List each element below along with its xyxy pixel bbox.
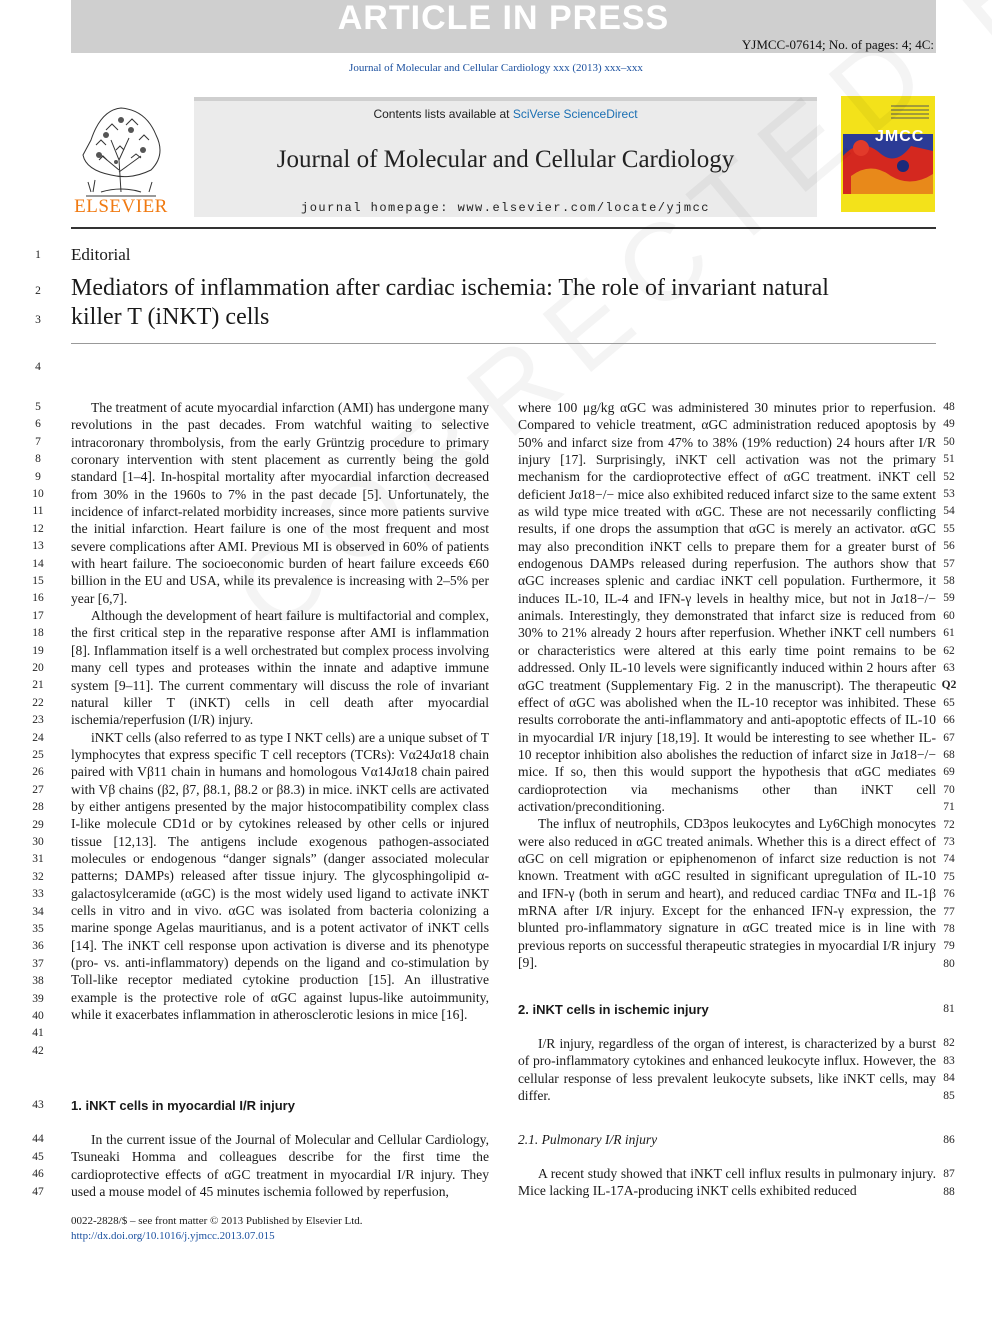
journal-citation[interactable]: Journal of Molecular and Cellular Cardiology xxx (2013) xxx–xxx — [349, 62, 643, 74]
line-number: 80 — [943, 957, 955, 970]
line-number: 58 — [943, 575, 955, 587]
line-number: 46 — [32, 1168, 44, 1180]
line-number: 22 — [32, 696, 44, 709]
line-number: 74 — [943, 853, 955, 866]
line-number: 56 — [943, 540, 955, 553]
line-number: 45 — [32, 1151, 44, 1163]
line-number: 85 — [943, 1090, 955, 1102]
paragraph: The influx of neutrophils, CD3pos leukocytes and Ly6Chigh monocytes were also reduced in αGC treated animals. Whether this is a direct effect of αGC on cell migration or epiphenomenon of infarct size reduction is not known. Treatment with αGC resulted in significant upregulation of IL-10 and IFN-γ (both in serum and heart), and reduced cardiac TNFα and IL-1β mRNA after I/R injury. Except for the enhanced IFN-γ expression, the blunted pro-inflammatory signature in αGC treated mice is in line with previous reports on successful therapeutic strategies in myocardial I/R injury [9]. — [518, 816, 936, 970]
line-number: 60 — [943, 609, 955, 622]
left-column-bottom — [71, 1131, 489, 1200]
line-number: 79 — [943, 940, 955, 953]
title-rule — [71, 343, 936, 344]
line-number: 73 — [943, 836, 955, 848]
line-number: 41 — [32, 1027, 44, 1040]
line-number: 61 — [943, 627, 955, 640]
line-number: 51 — [943, 453, 955, 466]
line-number: 19 — [32, 644, 44, 657]
line-number: 25 — [32, 749, 44, 761]
line-number: 63 — [943, 662, 955, 674]
line-number: 65 — [943, 696, 955, 709]
right-column-bottom — [518, 1165, 936, 1200]
line-number: 30 — [32, 836, 44, 848]
contents-prefix: Contents lists available at — [373, 107, 513, 121]
line-number: 77 — [943, 905, 955, 918]
line-number: 83 — [943, 1055, 955, 1067]
line-number: 15 — [32, 575, 44, 587]
publisher-name: ELSEVIER — [74, 196, 168, 217]
line-number: 14 — [32, 557, 44, 570]
line-number: 27 — [32, 783, 44, 796]
section-heading-2: 2. iNKT cells in ischemic injury — [518, 1002, 709, 1017]
line-number: 82 — [943, 1037, 955, 1049]
line-number: 21 — [32, 679, 44, 692]
sciencedirect-link[interactable]: SciVerse ScienceDirect — [512, 107, 638, 121]
line-number: 24 — [32, 731, 44, 744]
line-number: 72 — [943, 818, 955, 831]
journal-title[interactable]: Journal of Molecular and Cellular Cardiology — [276, 146, 735, 173]
line-number: 48 — [943, 401, 955, 413]
subsection-heading: 2.1. Pulmonary I/R injury — [518, 1132, 658, 1147]
line-number: 4 — [35, 361, 41, 373]
line-number: 40 — [32, 1010, 44, 1022]
journal-homepage[interactable]: journal homepage: www.elsevier.com/locate/yjmcc — [301, 201, 710, 215]
line-number: 62 — [943, 644, 955, 657]
line-number: Q2 — [941, 679, 957, 692]
line-number: 71 — [943, 801, 955, 814]
line-number: 38 — [32, 975, 44, 988]
line-number: 44 — [32, 1133, 44, 1145]
line-number: 43 — [32, 1099, 44, 1111]
line-number: 50 — [943, 435, 955, 448]
line-number: 66 — [943, 714, 955, 727]
footer — [71, 1214, 363, 1244]
line-number: 84 — [943, 1072, 955, 1084]
line-number: 81 — [943, 1003, 955, 1015]
line-number: 49 — [943, 418, 955, 431]
line-number: 35 — [32, 923, 44, 935]
copyright: 0022-2828/$ – see front matter © 2013 Published by Elsevier Ltd. — [71, 1215, 363, 1227]
line-number: 9 — [35, 470, 41, 483]
line-number: 39 — [32, 992, 44, 1005]
paragraph: Although the development of heart failure is multifactorial and complex, the first critical step in the reparative response after AMI is inflammation [8]. Inflammation itself is a well orchestrated but complex process involving many cell types and proteases within the innate and adaptive immune system [9–11]. The current commentary will discuss the role of invariant natural killer T (iNKT) cells in cell death after myocardial ischemia/reperfusion (I/R) injury. — [71, 608, 489, 728]
line-number: 59 — [943, 592, 955, 605]
line-number: 76 — [943, 888, 955, 901]
paragraph: iNKT cells (also referred to as type I NKT cells) are a unique subset of T lymphocytes that express specific T cell receptors (TCRs): Vα24Jα18 chain paired with Vβ11 chain in humans and homologous Vα14Jα18 chain paired with Vβ chains (β2, β7, β8.1, β8.2 or β8.3) in mice. iNKT cells are activated by either antigens presented by the major histocompatibility complex class I-like molecule CD1d or by cytokines released by other cells or injured tissue [12,13]. The antigens include exogenous pathogen-associated molecules or endogenous “danger signals” (danger associated molecular patterns; DAMPs) released after tissue injury. The glycosphingolipid α-galactosylceramide (αGC) is the most widely used ligand to activate iNKT cells in vitro and in vivo. αGC was isolated from bacteria colonizing a marine sponge Agelas mauritianus, and is a potent activator of iNKT cells [14]. The iNKT cell response upon activation is diverse and its phenotype (pro- vs. anti-inflammatory) depends on the ligand and co-stimulation by Toll-like receptor mediated cytokine production [15]. An illustrative example is the protective role of αGC against lupus-like autoimmunity, while it exacerbates inflammation in atherosclerotic lesions in mice [16]. — [71, 729, 489, 1023]
line-number: 23 — [32, 714, 44, 727]
article-ref: YJMCC-07614; No. of pages: 4; 4C: — [741, 37, 934, 52]
line-number: 32 — [32, 870, 44, 883]
line-number: 57 — [943, 557, 955, 570]
line-number: 18 — [32, 627, 44, 640]
paragraph: where 100 μg/kg αGC was administered 30 minutes prior to reperfusion. Compared to vehicle treatment, αGC administration reduced apoptosis by 50% and infarct size from 47% to 38% (19% reduction) 24 hours after I/R injury [17]. Surprisingly, iNKT cell activation was not the primary mechanism for the cardioprotective effect of αGC treatment. iNKT cell deficient Jα18−/− mice also exhibited reduced infarct size to the same extent as wild type mice treated with αGC. These are not necessarily conflicting results, if one drops the assumption that αGC is merely an activator. αGC may also precondition iNKT cells to prepare them for a greater burst of endogenous DAMPs released during reperfusion. The authors show that αGC increases splenic and cardiac iNKT cell population. Furthermore, it induces IL-10, IL-4 and IFN-γ levels in healthy mice, but not in Jα18−/− animals. Interestingly, they demonstrated that infarct size is reduced from 30% to 21% already 2 hours after reperfusion. Whether iNKT cell numbers or characteristics were altered at this early time point remains to be addressed. Only IL-10 levels were significantly induced within 2 hours after αGC treatment (Supplementary Fig. 2 in the manuscript). The therapeutic effect of αGC was abolished when the IL-10 receptor was inhibited. These results corroborate the anti-inflammatory and anti-apoptotic effects of IL-10 in myocardial I/R injury [18,19]. It would be interesting to see whether IL-10 receptor inhibition also abolishes the reduction of infarct size in Jα18−/− mice. If so, then this would support the hypothesis that αGC mediates cardioprotection via mechanisms other than iNKT cell activation/preconditioning. — [518, 400, 936, 814]
line-number: 54 — [943, 505, 955, 518]
line-number: 5 — [35, 401, 41, 413]
paragraph: I/R injury, regardless of the organ of interest, is characterized by a burst of pro-inflammatory cytokines and enhanced leukocyte influx. However, the cellular response of less prevalent leukocyte subsets, like iNKT cells, may differ. — [518, 1036, 936, 1104]
line-number: 37 — [32, 957, 44, 970]
line-number: 13 — [32, 540, 44, 553]
line-number: 68 — [943, 749, 955, 761]
line-number: 55 — [943, 522, 955, 535]
elsevier-logo[interactable] — [71, 100, 171, 217]
line-number: 88 — [943, 1186, 955, 1198]
line-number: 67 — [943, 731, 955, 744]
contents-line — [194, 107, 817, 121]
banner-text: ARTICLE IN PRESS — [337, 0, 670, 37]
doi-link[interactable]: http://dx.doi.org/10.1016/j.yjmcc.2013.07.015 — [71, 1230, 275, 1242]
line-number: 12 — [32, 522, 44, 535]
line-number: 31 — [32, 853, 44, 866]
right-column-top — [518, 399, 936, 971]
line-number: 8 — [35, 453, 41, 466]
article-in-press-banner — [71, 0, 936, 53]
line-number: 87 — [943, 1168, 955, 1180]
cover-title: JMCC — [875, 128, 925, 145]
line-number: 26 — [32, 766, 44, 779]
line-number: 75 — [943, 870, 955, 883]
line-number: 7 — [35, 435, 41, 448]
right-column-mid — [518, 1035, 936, 1104]
line-number: 10 — [32, 488, 44, 500]
line-number: 86 — [943, 1134, 955, 1146]
line-number: 78 — [943, 923, 955, 935]
line-number: 6 — [35, 418, 41, 431]
line-number: 70 — [943, 783, 955, 796]
line-number: 16 — [32, 592, 44, 605]
left-column-top — [71, 399, 489, 1023]
line-number: 1 — [35, 249, 41, 261]
line-number: 11 — [32, 505, 44, 518]
paragraph: A recent study showed that iNKT cell influx results in pulmonary injury. Mice lacking IL-17A-producing iNKT cells exhibited reduced — [518, 1166, 936, 1199]
line-number: 33 — [32, 888, 44, 901]
line-number: 3 — [35, 314, 41, 326]
line-number: 47 — [32, 1186, 44, 1198]
paragraph: The treatment of acute myocardial infarction (AMI) has undergone many revolutions in the past decades. From watchful waiting to selective intracoronary thrombolysis, from the early Grüntzig procedure to primary coronary intervention with stent placement as currently being the gold standard [1–4]. In-hospital mortality after myocardial infarction decreased from 30% in the 1960s to 7% in the past decade [5]. Unfortunately, the incidence of infarct-related morbidity increases, since more patients survive the initial infarction. Heart failure is one of the most frequent and most severe complications after AMI. Previous MI is observed in 60% of patients with heart failure. The socioeconomic burden of heart failure exceeds €60 billion in the EU and USA, while its prevalence is increasing with 2–5% per year [6,7]. — [71, 400, 489, 606]
article-title: Mediators of inflammation after cardiac ischemia: The role of invariant natural killer T (iNKT) cells — [71, 275, 829, 330]
line-number: 52 — [943, 470, 955, 483]
line-number: 2 — [35, 285, 41, 297]
line-number: 42 — [32, 1044, 44, 1057]
paragraph: In the current issue of the Journal of Molecular and Cellular Cardiology, Tsuneaki Homma and colleagues describe for the first time the cardioprotective effects of αGC treatment in myocardial I/R injury. They used a mouse model of 45 minutes ischemia followed by reperfusion, — [71, 1132, 489, 1200]
section-label: Editorial — [71, 245, 131, 264]
line-number: 28 — [32, 801, 44, 814]
line-number: 69 — [943, 766, 955, 779]
line-number: 17 — [32, 609, 44, 622]
line-number: 36 — [32, 940, 44, 953]
header-rule — [71, 227, 936, 229]
section-heading-1: 1. iNKT cells in myocardial I/R injury — [71, 1098, 295, 1113]
line-number: 34 — [32, 905, 44, 918]
line-number: 20 — [32, 662, 44, 674]
line-number: 53 — [943, 488, 955, 500]
line-number: 29 — [32, 818, 44, 831]
